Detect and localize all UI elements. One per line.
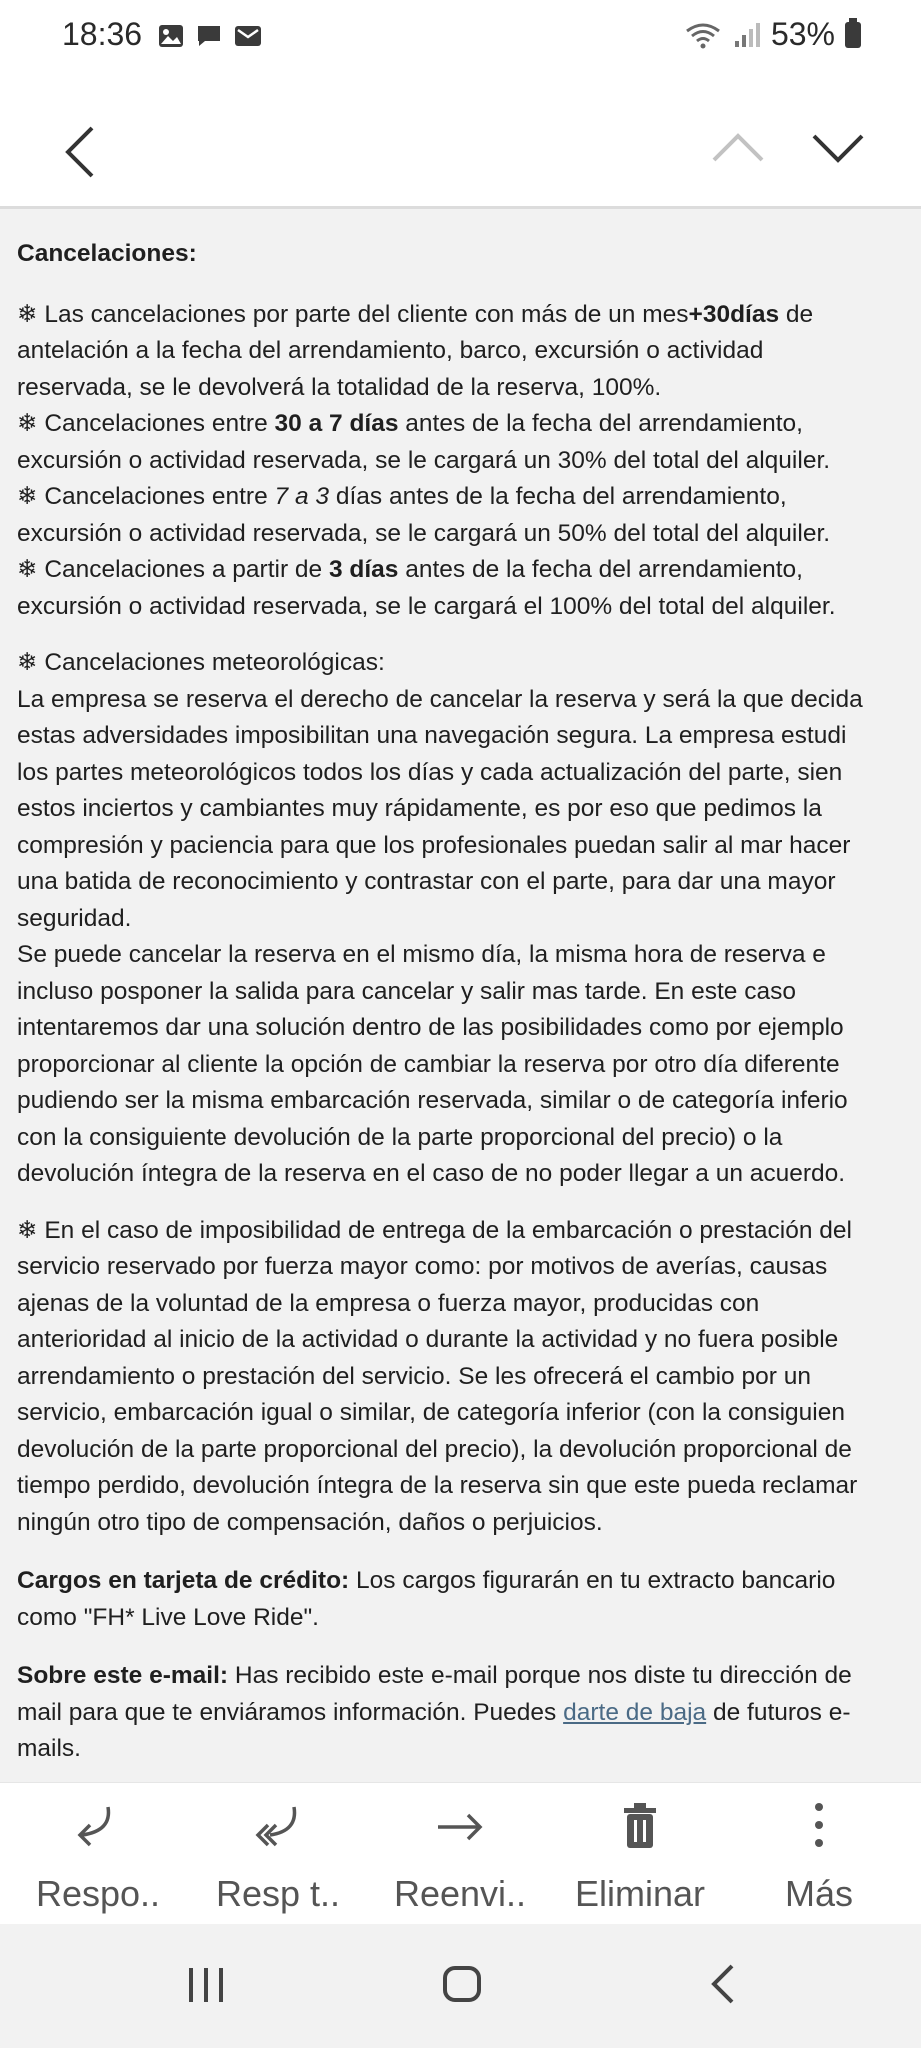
weather-line: los partes meteorológicos todos los días y cada actualización del parte, sien	[17, 758, 843, 786]
weather-line: devolución íntegra de la reserva en el caso de no poder llegar a un acuerdo.	[17, 1160, 846, 1187]
weather-line: una batida de reconocimiento y contrastar con el parte, para dar una mayor	[17, 868, 836, 895]
status-bar	[0, 0, 921, 78]
reply-button[interactable]	[8, 1801, 188, 1915]
card-charges-line: Cargos en tarjeta de crédito: Los cargos figurarán en tu extracto bancario	[17, 1567, 836, 1594]
reply-icon	[68, 1801, 128, 1853]
weather-line: Se puede cancelar la reserva en el mismo día, la misma hora de reserva e	[17, 941, 826, 968]
email-icon	[234, 24, 262, 48]
weather-line: estas adversidades imposibilitan una navegación segura. La empresa estudi	[17, 722, 847, 749]
weather-line: proporcionar al cliente la opción de cambiar la reserva por otro día diferente	[17, 1050, 840, 1078]
reply-all-icon	[248, 1801, 308, 1853]
policy-line: excursión o actividad reservada, se le cargará un 30% del total del alquiler.	[17, 446, 831, 474]
policy-line: excursión o actividad reservada, se le cargará un 50% del total del alquiler.	[17, 519, 831, 547]
policy-line: antelación a la fecha del arrendamiento, barco, excursión o actividad	[17, 337, 764, 364]
weather-line: con la consiguiente devolución de la parte proporcional del precio) o la	[17, 1123, 783, 1151]
weather-line: pudiendo ser la misma embarcación reservada, similar o de categoría inferio	[17, 1087, 848, 1114]
force-majeure-line: servicio reservado por fuerza mayor como: por motivos de averías, causas	[17, 1253, 828, 1280]
weather-line: intentaremos dar una solución dentro de las posibilidades como por ejemplo	[17, 1014, 844, 1041]
status-system	[683, 16, 861, 53]
recent-apps-icon[interactable]	[186, 1966, 226, 2004]
more-label: Más	[784, 1873, 853, 1914]
weather-heading: ❄ Cancelaciones meteorológicas:	[17, 649, 385, 676]
policy-line: reservada, se le devolverá la totalidad de la reserva, 100%.	[17, 373, 662, 401]
about-email-line: mails.	[17, 1735, 81, 1762]
image-icon	[158, 24, 184, 48]
back-icon[interactable]	[708, 1962, 738, 2006]
about-email-line: mail para que te enviáramos información. Puedes darte de baja de futuros e-	[17, 1698, 851, 1726]
forward-label: Reenvi..	[393, 1873, 527, 1914]
policy-line: ❄ Cancelaciones entre 30 a 7 días antes de la fecha del arrendamiento,	[17, 410, 803, 437]
unsubscribe-link[interactable]: darte de baja	[563, 1698, 707, 1726]
more-vertical-icon	[789, 1801, 849, 1853]
force-majeure-line: devolución de la parte proporcional del precio), la devolución proporcional de	[17, 1435, 852, 1463]
force-majeure-line: servicio, embarcación igual o similar, de categoría inferior (con la consiguien	[17, 1399, 845, 1426]
force-majeure-line: ningún otro tipo de compensación, daños o perjuicios.	[17, 1508, 603, 1536]
policy-line: ❄ Cancelaciones entre 7 a 3 días antes de la fecha del arrendamiento,	[17, 483, 787, 510]
force-majeure-line: tiempo perdido, devolución íntegra de la reserva sin que este pueda reclamar	[17, 1472, 858, 1499]
policy-line: excursión o actividad reservada, se le cargará el 100% del total del alquiler.	[17, 592, 836, 620]
cancellations-heading: Cancelaciones:	[17, 240, 197, 267]
email-header-toolbar	[0, 78, 921, 209]
policy-line: ❄ Las cancelaciones por parte del cliente con más de un mes+30días de	[17, 300, 814, 328]
reply-label: Respo..	[35, 1873, 161, 1914]
force-majeure-line: ajenas de la voluntad de la empresa o fuerza mayor, producidas con	[17, 1289, 760, 1317]
chevron-up-icon[interactable]	[708, 128, 768, 168]
status-notification-icons	[158, 24, 262, 48]
chevron-down-icon[interactable]	[808, 128, 868, 168]
trash-icon	[610, 1801, 670, 1853]
weather-line: La empresa se reserva el derecho de cancelar la reserva y será la que decida	[17, 685, 863, 713]
force-majeure-line: anterioridad al inicio de la actividad o durante la actividad y no fuera posible	[17, 1326, 839, 1353]
policy-line: ❄ Cancelaciones a partir de 3 días antes de la fecha del arrendamiento,	[17, 556, 803, 583]
email-body	[17, 236, 921, 1780]
weather-line: seguridad.	[17, 904, 132, 932]
message-icon	[196, 24, 222, 48]
card-charges-line: como "FH* Live Love Ride".	[17, 1603, 319, 1631]
signal-icon	[733, 21, 761, 49]
home-icon[interactable]	[443, 1966, 481, 2002]
about-email-line: Sobre este e-mail: Has recibido este e-mail porque nos diste tu dirección de	[17, 1662, 852, 1689]
email-action-bar	[0, 1782, 921, 1925]
wifi-icon	[683, 21, 723, 49]
weather-line: compresión y paciencia para que los profesionales puedan salir al mar hacer	[17, 831, 851, 859]
chevron-left-icon[interactable]	[56, 122, 104, 182]
force-majeure-line: ❄ En el caso de imposibilidad de entrega de la embarcación o prestación del	[17, 1216, 852, 1244]
forward-icon	[430, 1801, 490, 1853]
status-time: 18:36	[62, 16, 143, 52]
more-button[interactable]	[729, 1801, 909, 1915]
battery-icon	[845, 22, 861, 48]
weather-line: estos inciertos y cambiantes muy rápidamente, es por eso que pedimos la	[17, 795, 822, 822]
delete-button[interactable]	[550, 1801, 730, 1915]
delete-label: Eliminar	[574, 1873, 706, 1914]
battery-percent: 53%	[770, 16, 835, 52]
reply-all-label: Resp t..	[215, 1873, 341, 1914]
system-nav-bar	[0, 1924, 921, 2048]
weather-line: incluso posponer la salida para cancelar y salir mas tarde. En este caso	[17, 977, 796, 1005]
forward-button[interactable]	[370, 1801, 550, 1915]
reply-all-button[interactable]	[188, 1801, 368, 1915]
force-majeure-line: arrendamiento o prestación del servicio. Se les ofrecerá el cambio por un	[17, 1362, 811, 1390]
